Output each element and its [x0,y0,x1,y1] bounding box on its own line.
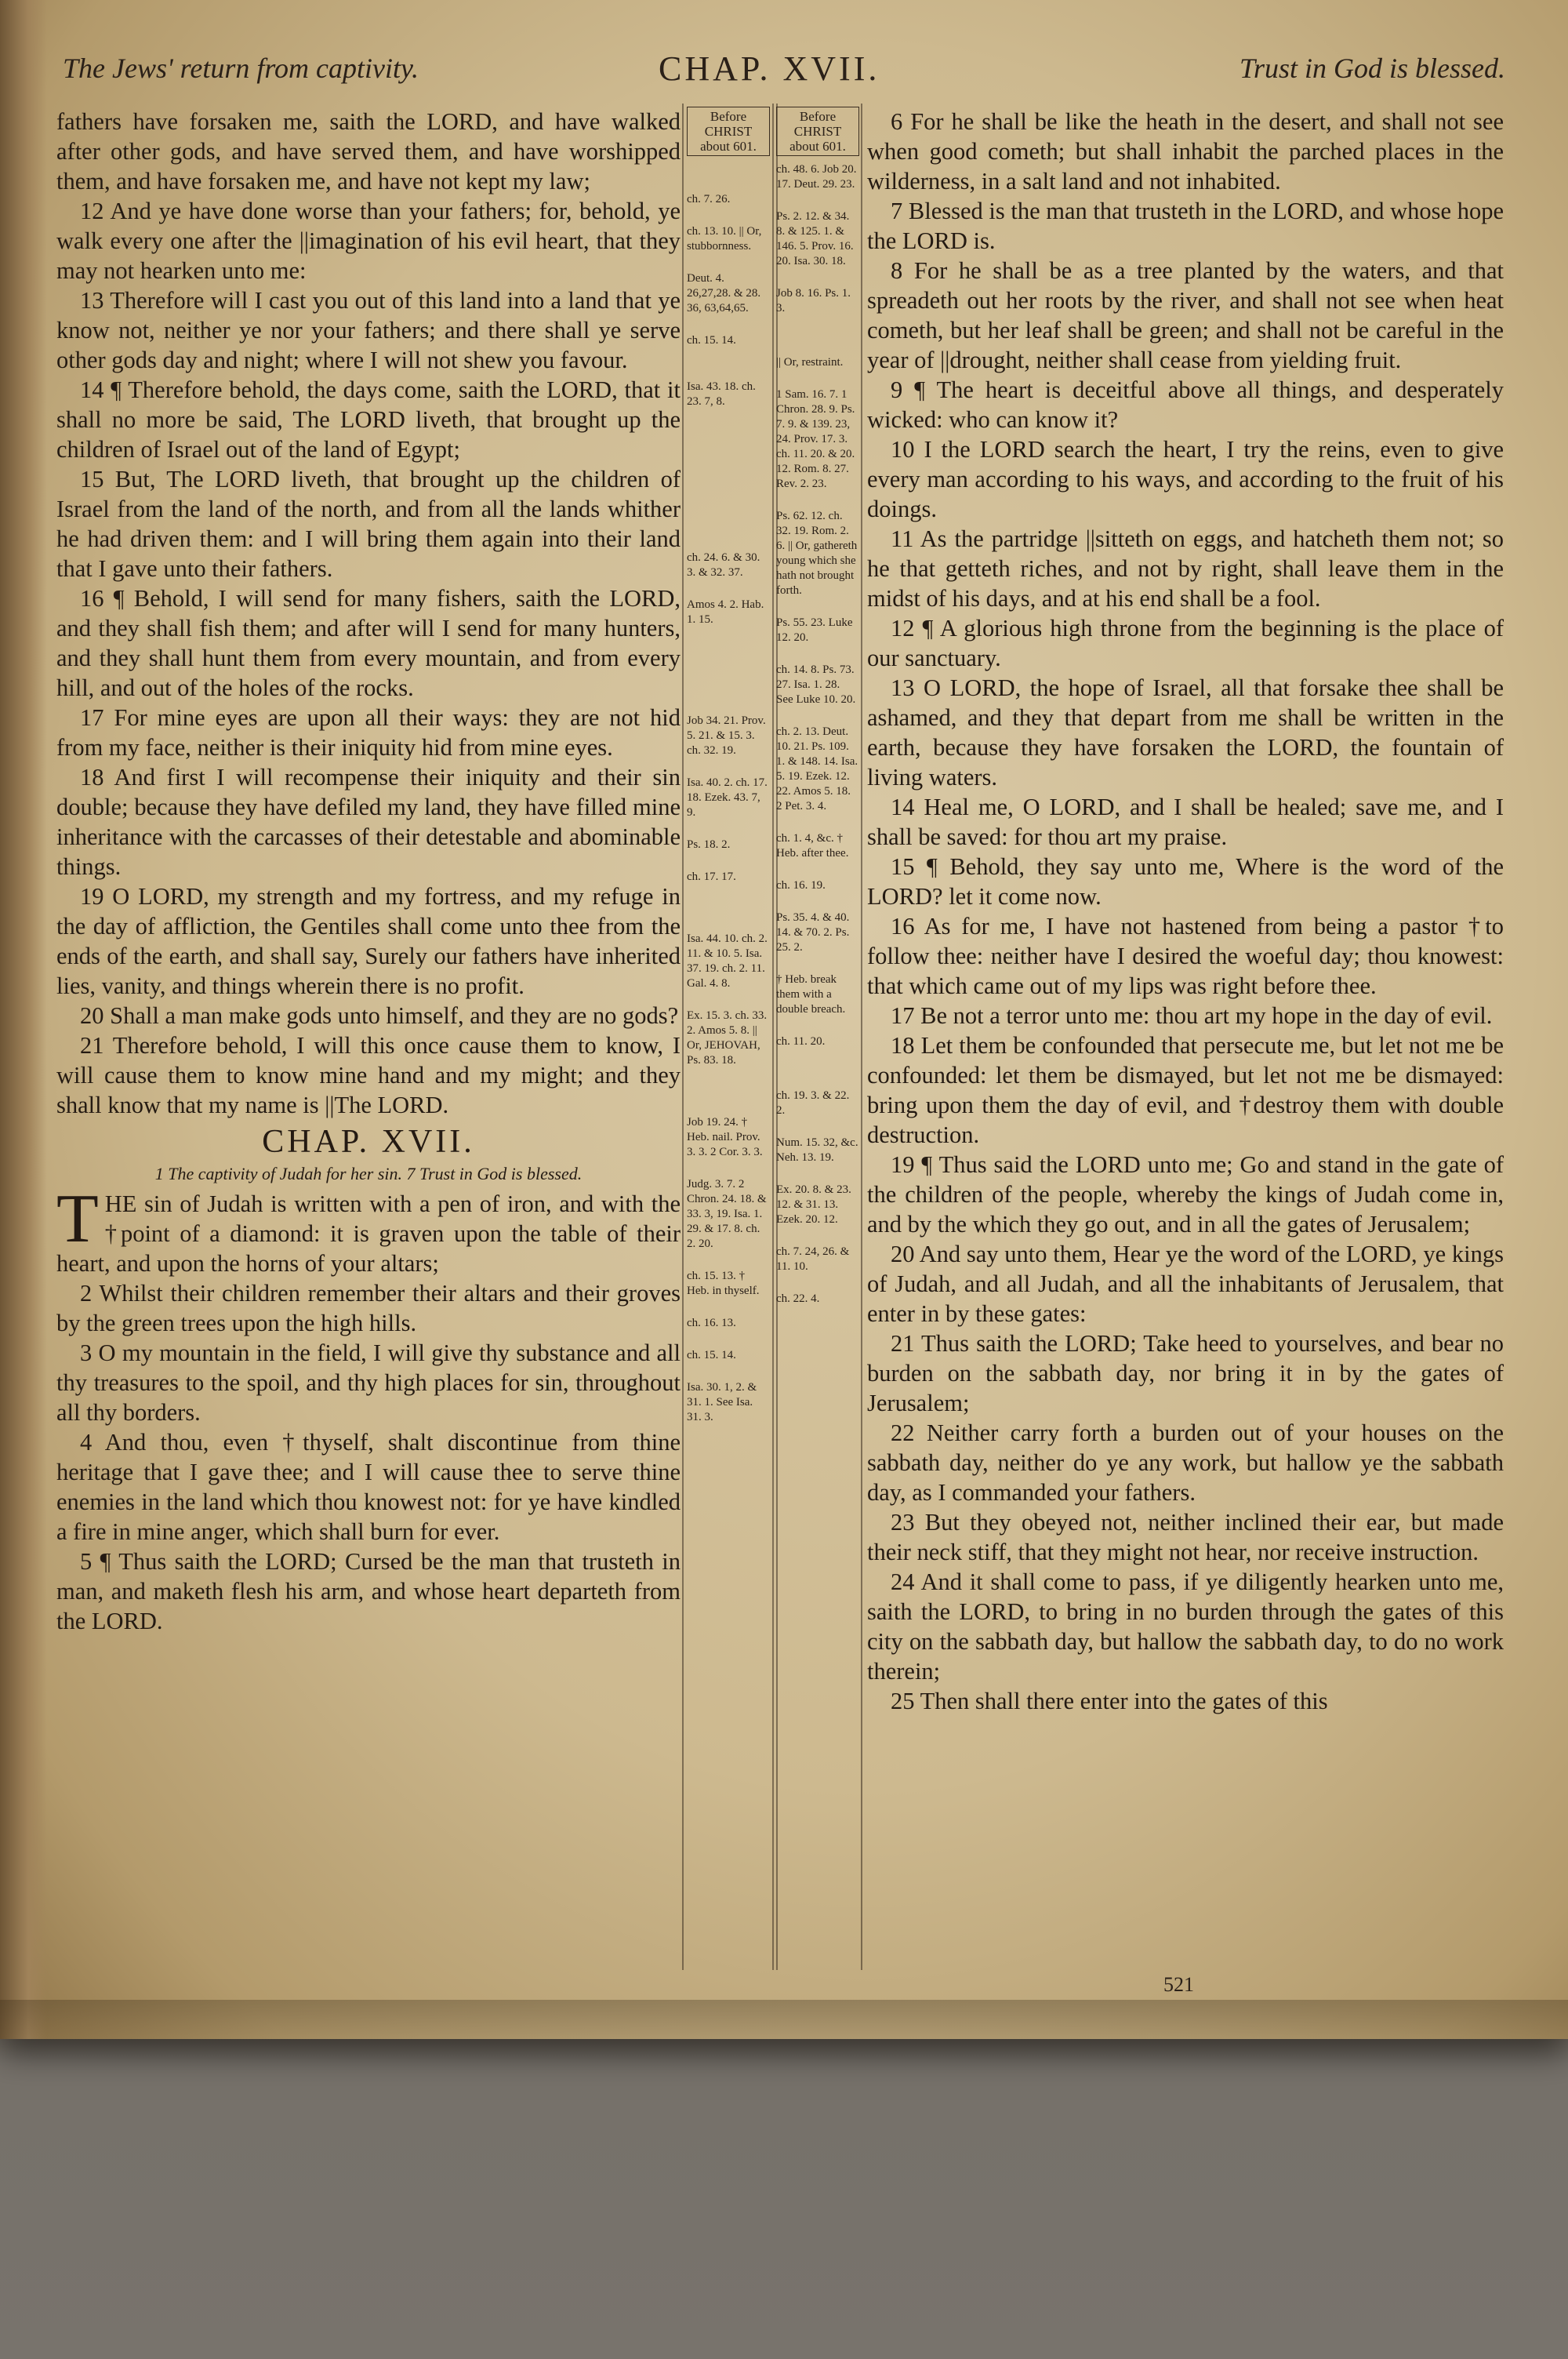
margin-note: ch. 11. 20. [776,1035,826,1048]
margin-note: ch. 14. 8. Ps. 73. 27. Isa. 1. 28. See Luke 10. 20. [776,663,856,706]
verse: 20 Shall a man make gods unto himself, and they are no gods? [80,1002,679,1029]
margin-note: Isa. 30. 1, 2. & 31. 1. See Isa. 31. 3. [687,1381,757,1423]
margin-note: ch. 7. 24, 26. & 11. 10. [776,1245,850,1273]
verse: 13 Therefore will I cast you out of this land into a land that ye know not, neither ye nor your fathers; and there shall ye serve other gods day and night; where I will not shew you favour. [56,287,681,373]
margin-note: Job 34. 21. Prov. 5. 21. & 15. 3. ch. 32. 19. [687,714,766,757]
verse: 3 O my mountain in the field, I will give thy substance and all thy treasures to the spoil, and thy high places for sin, throughout all thy borders. [56,1339,681,1426]
verse: 16 As for me, I have not hastened from being a pastor †to follow thee: neither have I desired the woeful day; thou knowest: that which came out of my lips was right before thee. [867,913,1504,999]
chapter-first-verse [56,1181,681,1278]
margin-note: ch. 1. 4, &c. † Heb. after thee. [776,832,849,860]
header-chapter: CHAP. XVII. [659,49,880,88]
verse: 25 Then shall there enter into the gates of this [891,1688,1328,1714]
verse: 12 ¶ A glorious high throne from the beginning is the place of our sanctuary. [867,615,1504,671]
verse: 4 And thou, even †thyself, shalt discontinue from thine heritage that I gave thee; and I will cause thee to serve thine enemies in the land which thou knowest not: for ye have kindled a fire in mine anger, which shall burn for ever. [56,1429,681,1545]
margin-note: ch. 16. 19. [776,879,826,892]
margin-note: || Or, restraint. [776,356,844,369]
verse: 20 And say unto them, Hear ye the word of the LORD, ye kings of Judah, and all Judah, and all the inhabitants of Jerusalem, that enter in by these gates: [867,1241,1504,1327]
column-rule [861,104,862,1970]
verse: 6 For he shall be like the heath in the desert, and shall not see when good cometh; but shall inhabit the parched places in the wilderness, in a salt land and not inhabited. [867,108,1504,194]
verse: 17 Be not a terror unto me: thou art my hope in the day of evil. [891,1002,1493,1029]
margin-date-heading [687,107,770,156]
verse: 17 For mine eyes are upon all their ways: they are not hid from my face, neither is their iniquity hid from mine eyes. [56,704,681,761]
margin-note: Num. 15. 32, &c. Neh. 13. 19. [776,1136,858,1164]
margin-note: Job 8. 16. Ps. 1. 3. [776,287,851,314]
margin-note: ch. 15. 14. [687,1349,736,1361]
verse: 2 Whilst their children remember their altars and their groves by the green trees upon the high hills. [56,1280,681,1336]
margin-note: Isa. 44. 10. ch. 2. 11. & 10. 5. Isa. 37. 19. ch. 2. 11. Gal. 4. 8. [687,932,768,990]
right-text-column [867,107,1504,1716]
margin-head-line: about 601. [789,139,846,154]
margin-note: ch. 22. 4. [776,1292,820,1305]
margin-note: ch. 15. 13. † Heb. in thyself. [687,1270,760,1297]
column-rule [682,104,684,1970]
margin-note: † Heb. break them with a double breach. [776,973,846,1016]
page-bottom-shadow [0,2000,1568,2063]
margin-note: Amos 4. 2. Hab. 1. 15. [687,598,764,626]
left-margin-references [687,107,770,1442]
verse: 18 And first I will recompense their iniquity and their sin double; because they have defiled my land, they have filled mine inheritance with the carcasses of their detestable and abominable things. [56,764,681,880]
margin-note: ch. 13. 10. || Or, stubbornness. [687,225,762,253]
verse: fathers have forsaken me, saith the LORD, and have walked after other gods, and have served them, and have worshipped them, and have forsaken me, and have not kept my law; [56,108,681,194]
verse: 22 Neither carry forth a burden out of your houses on the sabbath day, neither do ye any work, but hallow ye the sabbath day, as I commanded your fathers. [867,1419,1504,1506]
margin-note: Ps. 35. 4. & 40. 14. & 70. 2. Ps. 25. 2. [776,911,850,954]
verse: 21 Thus saith the LORD; Take heed to yourselves, and bear no burden on the sabbath day, nor bring it in by the gates of Jerusalem; [867,1330,1504,1416]
margin-note: ch. 2. 13. Deut. 10. 21. Ps. 109. 1. & 148. 14. Isa. 5. 19. Ezek. 12. 22. Amos 5. 18. 2 Pet. 3. 4. [776,725,858,812]
margin-head-line: about 601. [700,139,757,154]
verse: 8 For he shall be as a tree planted by the waters, and that spreadeth out her roots by the river, and shall not see when heat cometh, but her leaf shall be green; and shall not be careful in the year of ||drought, neither shall cease from yielding fruit. [867,257,1504,373]
right-margin-references [776,107,859,1324]
verse-text: HE sin of Judah is written with a pen of iron, and with the †point of a diamond: it is graven upon the table of their heart, and upon the horns of your altars; [56,1190,681,1277]
margin-note: ch. 15. 14. [687,334,736,347]
margin-note: ch. 16. 13. [687,1317,736,1329]
margin-note: Ps. 18. 2. [687,838,731,851]
verse: 10 I the LORD search the heart, I try the reins, even to give every man according to his ways, and according to the fruit of his doings. [867,436,1504,522]
margin-head-line: CHRIST [704,124,753,139]
verse: 21 Therefore behold, I will this once cause them to know, I will cause them to know mine hand and my might; and they shall know that my name is ||The LORD. [56,1032,681,1118]
margin-date-heading [776,107,859,156]
chapter-summary: 1 The captivity of Judah for her sin. 7 Trust in God is blessed. [154,1164,583,1183]
margin-note: Ex. 15. 3. ch. 33. 2. Amos 5. 8. || Or, JEHOVAH, Ps. 83. 18. [687,1009,768,1067]
margin-note: ch. 19. 3. & 22. 2. [776,1089,850,1117]
verse: 15 ¶ Behold, they say unto me, Where is the word of the LORD? let it come now. [867,853,1504,910]
verse: 9 ¶ The heart is deceitful above all things, and desperately wicked: who can know it? [867,376,1504,433]
drop-cap: T [56,1181,99,1257]
margin-note: Ps. 2. 12. & 34. 8. & 125. 1. & 146. 5. Prov. 16. 20. Isa. 30. 18. [776,210,854,267]
verse: 7 Blessed is the man that trusteth in the LORD, and whose hope the LORD is. [867,198,1504,254]
margin-head-line: CHRIST [793,124,842,139]
left-text-column [56,107,681,1636]
margin-note: Ps. 62. 12. ch. 32. 19. Rom. 2. 6. || Or, gathereth young which she hath not brought forth. [776,510,858,597]
verse: 19 ¶ Thus said the LORD unto me; Go and stand in the gate of the children of the people, whereby the kings of Judah come in, and by the which they go out, and in all the gates of Jerusalem; [867,1151,1504,1238]
verse: 11 As the partridge ||sitteth on eggs, and hatcheth them not; so he that getteth riches, and not by right, shall leave them in the midst of his days, and at his end shall be a fool. [867,525,1504,612]
verse: 24 And it shall come to pass, if ye diligently hearken unto me, saith the LORD, to bring in no burden through the gates of this city on the sabbath day, but hallow the sabbath day, to do no work therein; [867,1568,1504,1685]
verse: 12 And ye have done worse than your fathers; for, behold, ye walk every one after the ||imagination of his evil heart, that they may not hearken unto me: [56,198,681,284]
margin-note: Judg. 3. 7. 2 Chron. 24. 18. & 33. 3, 19. Isa. 1. 29. & 17. 8. ch. 2. 20. [687,1178,767,1250]
verse: 23 But they obeyed not, neither inclined their ear, but made their neck stiff, that they might not hear, nor receive instruction. [867,1509,1504,1565]
verse: 14 ¶ Therefore behold, the days come, saith the LORD, that it shall no more be said, The LORD liveth, that brought up the children of Israel out of the land of Egypt; [56,376,681,463]
margin-note: ch. 17. 17. [687,871,736,883]
header-right-title: Trust in God is blessed. [1239,53,1505,84]
margin-note: Ps. 55. 23. Luke 12. 20. [776,616,853,644]
margin-note: Job 19. 24. † Heb. nail. Prov. 3. 3. 2 Cor. 3. 3. [687,1116,763,1158]
verse: 19 O LORD, my strength and my fortress, and my refuge in the day of affliction, the Gentiles shall come unto thee from the ends of the earth, and shall say, Surely our fathers have inherited lies, vanity, and things wherein there is no profit. [56,883,681,999]
verse: 13 O LORD, the hope of Israel, all that forsake thee shall be ashamed, and they that depart from me shall be written in the earth, because they have forsaken the LORD, the fountain of living waters. [867,674,1504,791]
chapter-heading: CHAP. XVII. [262,1124,475,1160]
margin-head-line: Before [710,109,747,124]
page-number: 521 [1163,1973,1194,1996]
margin-note: ch. 48. 6. Job 20. 17. Deut. 29. 23. [776,163,857,191]
margin-note: ch. 24. 6. & 30. 3. & 32. 37. [687,551,760,579]
verse: 18 Let them be confounded that persecute me, but let not me be confounded: let them be dismayed, but let not me be dismayed: bring upon them the day of evil, and †destroy them with double destruction. [867,1032,1504,1148]
verse: 15 But, The LORD liveth, that brought up the children of Israel from the land of the north, and from all the lands whither he had driven them: and I will bring them again into their land that I gave unto their fathers. [56,466,681,582]
verse: 14 Heal me, O LORD, and I shall be healed; save me, and I shall be saved: for thou art my praise. [867,794,1504,850]
margin-note: ch. 7. 26. [687,193,731,205]
margin-note: 1 Sam. 16. 7. 1 Chron. 28. 9. Ps. 7. 9. & 139. 23, 24. Prov. 17. 3. ch. 11. 20. & 20. 12. Rom. 8. 27. Rev. 2. 23. [776,388,855,490]
verse: 5 ¶ Thus saith the LORD; Cursed be the man that trusteth in man, and maketh flesh his arm, and whose heart departeth from the LORD. [56,1548,681,1634]
page-spine-shadow [0,0,47,2039]
margin-note: Ex. 20. 8. & 23. 12. & 31. 13. Ezek. 20. 12. [776,1183,851,1226]
margin-note: Isa. 40. 2. ch. 17. 18. Ezek. 43. 7, 9. [687,776,768,819]
verse: 16 ¶ Behold, I will send for many fishers, saith the LORD, and they shall fish them; and after will I send for many hunters, and they shall hunt them from every mountain, and from every hill, and out of the holes of the rocks. [56,585,681,701]
margin-note: Deut. 4. 26,27,28. & 28. 36, 63,64,65. [687,272,761,314]
margin-note: Isa. 43. 18. ch. 23. 7, 8. [687,380,756,408]
running-header [63,49,1505,99]
header-left-title: The Jews' return from captivity. [63,53,419,84]
margin-head-line: Before [799,109,837,124]
column-rule [772,104,774,1970]
